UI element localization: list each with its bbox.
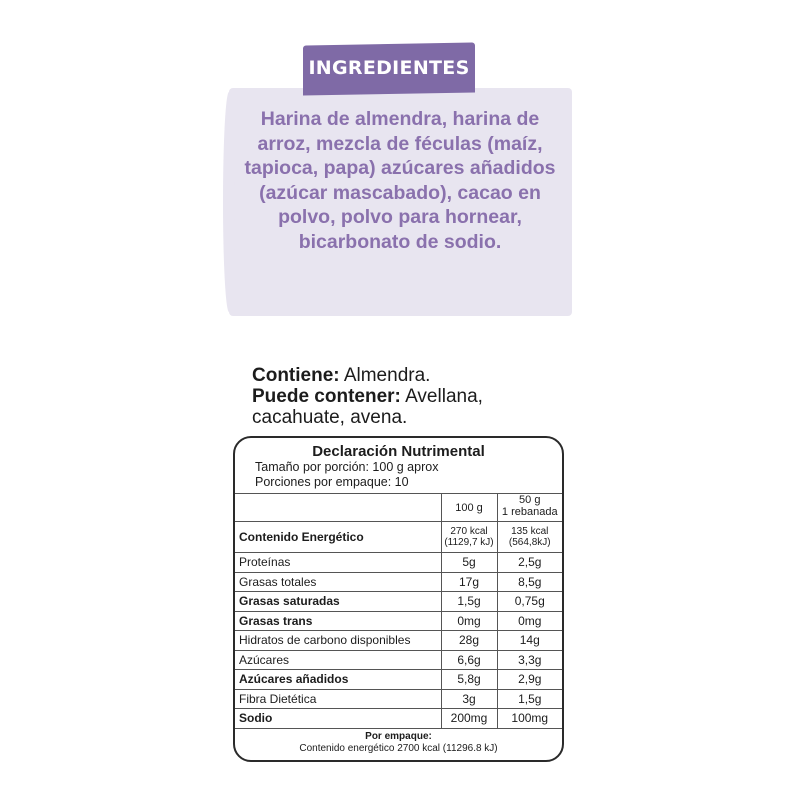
energy-value-serving xyxy=(497,522,562,553)
nutrient-label: Grasas trans xyxy=(235,611,441,631)
nutrient-value-serving: 2,5g xyxy=(497,553,562,573)
table-row xyxy=(235,689,562,709)
nutrient-value-serving: 0,75g xyxy=(497,592,562,612)
contains-line xyxy=(252,365,572,386)
table-row xyxy=(235,592,562,612)
table-row xyxy=(235,670,562,690)
header-empty-cell xyxy=(235,494,441,522)
nutrient-value-serving: 8,5g xyxy=(497,572,562,592)
per-package-energy: Contenido energético 2700 kcal (11296.8 kJ) xyxy=(299,743,498,754)
serving-size: Tamaño por porción: 100 g aprox xyxy=(255,460,439,474)
nutrient-label: Grasas totales xyxy=(235,572,441,592)
table-row xyxy=(235,572,562,592)
nutrient-label: Grasas saturadas xyxy=(235,592,441,612)
nutrient-value-100g: 28g xyxy=(441,631,497,651)
table-row xyxy=(235,611,562,631)
nutrient-label: Azúcares xyxy=(235,650,441,670)
allergen-statement xyxy=(252,365,572,428)
may-contain-line xyxy=(252,386,572,428)
contains-label: Contiene: xyxy=(252,365,340,386)
nutrient-value-100g: 3g xyxy=(441,689,497,709)
portions-per-package: Porciones por empaque: 10 xyxy=(255,475,409,489)
nutrition-facts-box xyxy=(233,436,564,762)
nutrition-title: Declaración Nutrimental xyxy=(312,443,485,460)
ingredients-title: INGREDIENTES xyxy=(308,57,470,79)
may-contain-label: Puede contener: xyxy=(252,386,401,407)
table-row xyxy=(235,650,562,670)
energy-value-100g-kj: (1129,7 kJ) xyxy=(444,537,494,548)
energy-value-serving-kcal: 135 kcal xyxy=(511,526,549,537)
nutrition-table xyxy=(235,493,562,729)
may-contain-value: Avellana, cacahuate, avena. xyxy=(252,386,483,428)
nutrient-value-serving: 100mg xyxy=(497,709,562,729)
energy-label: Contenido Energético xyxy=(235,522,441,553)
energy-row xyxy=(235,522,562,553)
col-serving-line2: 1 rebanada xyxy=(501,506,558,518)
nutrient-value-100g: 6,6g xyxy=(441,650,497,670)
table-row xyxy=(235,709,562,729)
nutrient-label: Fibra Dietética xyxy=(235,689,441,709)
nutrient-value-serving: 14g xyxy=(497,631,562,651)
col-100g-header: 100 g xyxy=(441,494,497,522)
nutrient-value-100g: 1,5g xyxy=(441,592,497,612)
table-row xyxy=(235,553,562,573)
nutrient-value-100g: 200mg xyxy=(441,709,497,729)
energy-value-100g xyxy=(441,522,497,553)
ingredients-text: Harina de almendra, harina de arroz, mezcla de féculas (maíz, tapioca, papa) azúcares añadidos (azúcar mascabado), cacao en polvo, polvo para hornear, bicarbonato de sodio. xyxy=(244,108,556,253)
col-serving-header xyxy=(497,494,562,522)
nutrient-value-serving: 2,9g xyxy=(497,670,562,690)
nutrient-value-serving: 1,5g xyxy=(497,689,562,709)
energy-value-serving-kj: (564,8kJ) xyxy=(508,537,551,548)
energy-value-100g-kcal: 270 kcal xyxy=(450,526,488,537)
per-package-footer xyxy=(235,731,562,755)
table-header-row xyxy=(235,494,562,522)
nutrient-label: Sodio xyxy=(235,709,441,729)
per-package-title: Por empaque: xyxy=(365,731,432,742)
nutrient-label: Proteínas xyxy=(235,553,441,573)
nutrient-value-serving: 0mg xyxy=(497,611,562,631)
nutrient-value-100g: 17g xyxy=(441,572,497,592)
nutrient-value-100g: 0mg xyxy=(441,611,497,631)
nutrient-value-serving: 3,3g xyxy=(497,650,562,670)
nutrient-label: Hidratos de carbono disponibles xyxy=(235,631,441,651)
nutrient-value-100g: 5,8g xyxy=(441,670,497,690)
contains-value: Almendra. xyxy=(339,365,431,386)
nutrient-label: Azúcares añadidos xyxy=(235,670,441,690)
table-row xyxy=(235,631,562,651)
col-serving-line1: 50 g xyxy=(519,494,541,506)
nutrient-value-100g: 5g xyxy=(441,553,497,573)
